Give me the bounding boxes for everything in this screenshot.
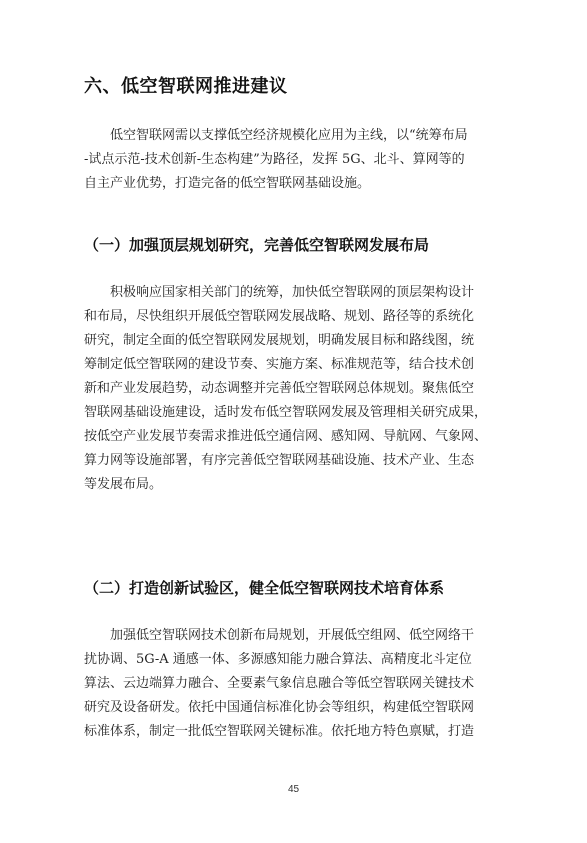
section-heading-1: （一）加强顶层规划研究，完善低空智联网发展布局 bbox=[84, 236, 430, 254]
paragraph-line: 算法、云边端算力融合、全要素气象信息融合等低空智联网关键技术 bbox=[84, 676, 475, 691]
paragraph-line: 按低空产业发展节奏需求推进低空通信网、感知网、导航网、气象网、 bbox=[84, 429, 488, 444]
paragraph-line: 智联网基础设施建设，适时发布低空智联网发展及管理相关研究成果， bbox=[84, 405, 488, 420]
paragraph-line: 研究，制定全面的低空智联网发展规划，明确发展目标和路线图，统 bbox=[84, 333, 475, 348]
paragraph-line: 和布局，尽快组织开展低空智联网发展战略、规划、路径等的系统化 bbox=[84, 309, 475, 324]
chapter-title: 六、低空智联网推进建议 bbox=[84, 76, 288, 97]
intro-line: 自主产业优势，打造完备的低空智联网基础设施。 bbox=[84, 176, 371, 191]
paragraph-line: 研究及设备研发。依托中国通信标准化协会等组织，构建低空智联网 bbox=[84, 700, 475, 715]
section-heading-2: （二）打造创新试验区，健全低空智联网技术培育体系 bbox=[84, 579, 445, 597]
intro-paragraph bbox=[84, 124, 504, 196]
paragraph-line: 加强低空智联网技术创新布局规划，开展低空组网、低空网络干 bbox=[110, 628, 475, 643]
intro-line: -试点示范-技术创新-生态构建”为路径，发挥 5G、北斗、算网等的 bbox=[84, 152, 465, 167]
intro-line: 低空智联网需以支撑低空经济规模化应用为主线，以“统筹布局 bbox=[110, 128, 468, 143]
paragraph-line: 标准体系，制定一批低空智联网关键标准。依托地方特色禀赋，打造 bbox=[84, 724, 475, 739]
page-number: 45 bbox=[287, 784, 300, 795]
paragraph-line: 新和产业发展趋势，动态调整并完善低空智联网总体规划。聚焦低空 bbox=[84, 381, 475, 396]
section-1-paragraph bbox=[84, 281, 504, 497]
paragraph-line: 算力网等设施部署，有序完善低空智联网基础设施、技术产业、生态 bbox=[84, 453, 475, 468]
section-2-paragraph bbox=[84, 624, 504, 744]
paragraph-line: 扰协调、5G-A 通感一体、多源感知能力融合算法、高精度北斗定位 bbox=[84, 652, 472, 667]
paragraph-line: 等发展布局。 bbox=[84, 477, 163, 492]
paragraph-line: 积极响应国家相关部门的统筹，加快低空智联网的顶层架构设计 bbox=[110, 285, 475, 300]
paragraph-line: 筹制定低空智联网的建设节奏、实施方案、标准规范等，结合技术创 bbox=[84, 357, 475, 372]
